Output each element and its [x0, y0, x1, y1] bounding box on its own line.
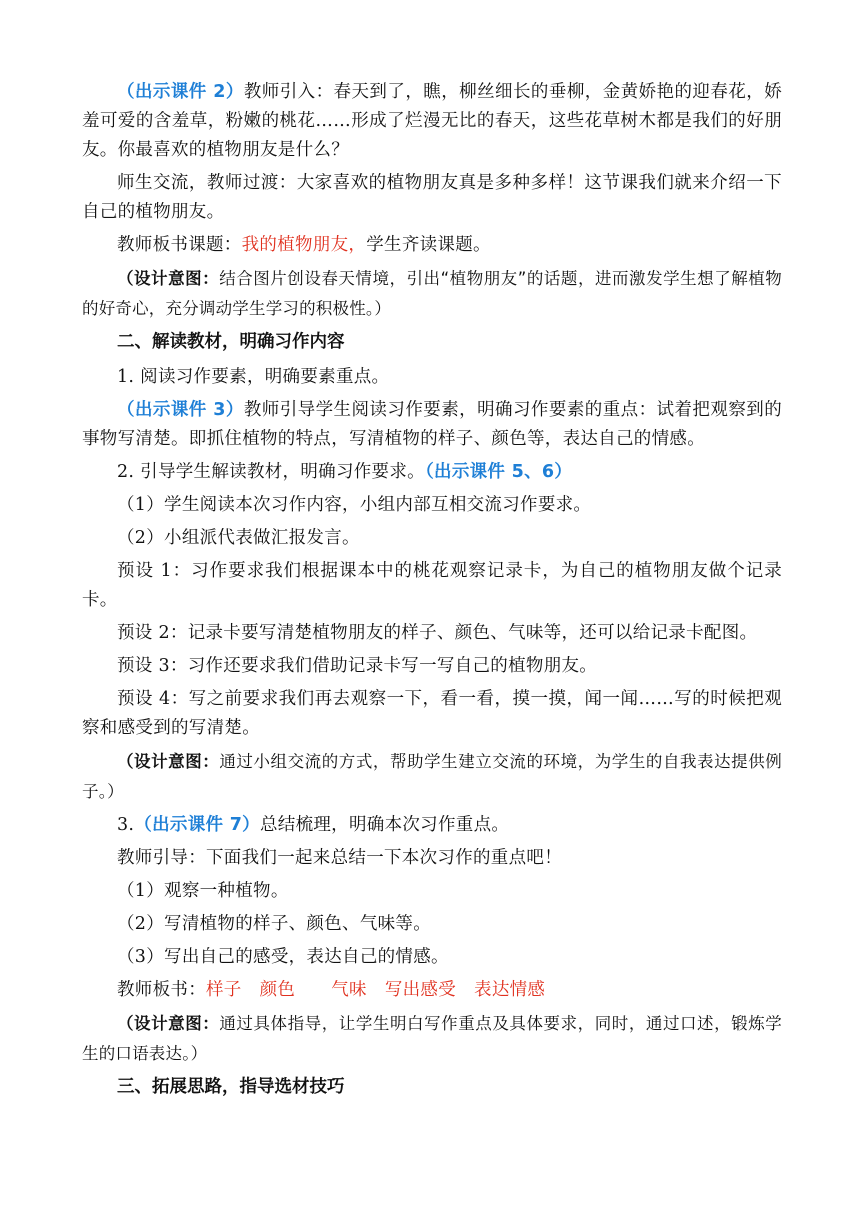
preset-item: 预设 2：记录卡要写清楚植物朋友的样子、颜色、气味等，还可以给记录卡配图。 — [117, 623, 758, 643]
board-keyword: 样子 — [206, 980, 242, 1000]
document-page — [82, 78, 782, 1108]
step-1: 1. 阅读习作要素，明确要素重点。 — [117, 367, 390, 387]
board-keyword: 写出感受 — [384, 980, 457, 1000]
step-1-detail — [82, 396, 782, 454]
design-label: （设计意图： — [117, 752, 220, 771]
exchange-paragraph: 师生交流，教师过渡：大家喜欢的植物朋友真是多种多样！这节课我们就来介绍一下自己的植物朋友。 — [82, 173, 782, 222]
step-3-text: 总结梳理，明确本次习作重点。 — [259, 815, 510, 835]
preset-item: 预设 1：习作要求我们根据课本中的桃花观察记录卡，为自己的植物朋友做个记录卡。 — [82, 561, 782, 610]
intro-text: 教师引入：春天到了，瞧，柳丝细长的垂柳，金黄娇艳的迎春花，娇羞可爱的含羞草，粉嫩的桃花……形成了烂漫无比的春天，这些花草树木都是我们的好朋友。你最喜欢的植物朋友是什么？ — [82, 82, 783, 160]
step-2-item: （2）小组派代表做汇报发言。 — [117, 528, 360, 548]
board-title-paragraph — [82, 231, 782, 260]
courseware-cue: （出示课件 5、6） — [424, 462, 573, 482]
section-heading-3: 三、拓展思路，指导选材技巧 — [117, 1077, 345, 1097]
step-3-num: 3. — [117, 815, 135, 835]
design-intent-2 — [82, 747, 782, 807]
courseware-cue: （出示课件 7） — [134, 815, 260, 835]
board-keyword: 颜色 — [259, 980, 296, 1000]
step-3-item: （3）写出自己的感受，表达自己的情感。 — [117, 947, 449, 967]
step-2-text: 2. 引导学生解读教材，明确习作要求。 — [117, 462, 425, 482]
step-3-item: （1）观察一种植物。 — [117, 881, 289, 901]
design-text: 通过具体指导，让学生明白写作重点及具体要求，同时，通过口述，锻炼学生的口语表达。） — [82, 1014, 783, 1063]
design-intent-1 — [82, 264, 782, 324]
design-label: （设计意图： — [117, 269, 220, 288]
step-3 — [82, 811, 782, 840]
board-keyword: 气味 — [331, 980, 367, 1000]
board-title: 我的植物朋友， — [241, 235, 367, 255]
board-keyword: 表达情感 — [474, 980, 546, 1000]
courseware-cue: （出示课件 2） — [117, 82, 244, 102]
board-prefix: 教师板书课题： — [117, 235, 242, 255]
section-heading-2: 二、解读教材，明确习作内容 — [117, 332, 345, 352]
design-intent-3 — [82, 1009, 782, 1069]
teacher-guide: 教师引导：下面我们一起来总结一下本次习作的重点吧！ — [117, 848, 562, 868]
step-1-detail-text: 教师引导学生阅读习作要素，明确习作要素的重点：试着把观察到的事物写清楚。即抓住植物的特点，写清植物的样子、颜色等，表达自己的情感。 — [82, 400, 783, 449]
step-3-item: （2）写清植物的样子、颜色、气味等。 — [117, 914, 432, 934]
board-keywords-paragraph — [82, 976, 782, 1005]
step-2 — [82, 458, 782, 487]
design-text: 通过小组交流的方式，帮助学生建立交流的环境，为学生的自我表达提供例子。） — [82, 752, 783, 801]
board-suffix: 学生齐读课题。 — [366, 235, 491, 255]
preset-item: 预设 4：写之前要求我们再去观察一下，看一看，摸一摸，闻一闻……写的时候把观察和感受到的写清楚。 — [82, 689, 782, 738]
intro-paragraph — [82, 78, 782, 165]
design-text: 结合图片创设春天情境，引出“植物朋友”的话题，进而激发学生想了解植物的好奇心，充分调动学生学习的积极性。） — [82, 269, 782, 318]
preset-item: 预设 3：习作还要求我们借助记录卡写一写自己的植物朋友。 — [117, 656, 598, 676]
design-label: （设计意图： — [117, 1014, 220, 1033]
board-prefix: 教师板书： — [117, 980, 206, 1000]
courseware-cue: （出示课件 3） — [117, 400, 244, 420]
step-2-item: （1）学生阅读本次习作内容，小组内部互相交流习作要求。 — [117, 495, 592, 515]
